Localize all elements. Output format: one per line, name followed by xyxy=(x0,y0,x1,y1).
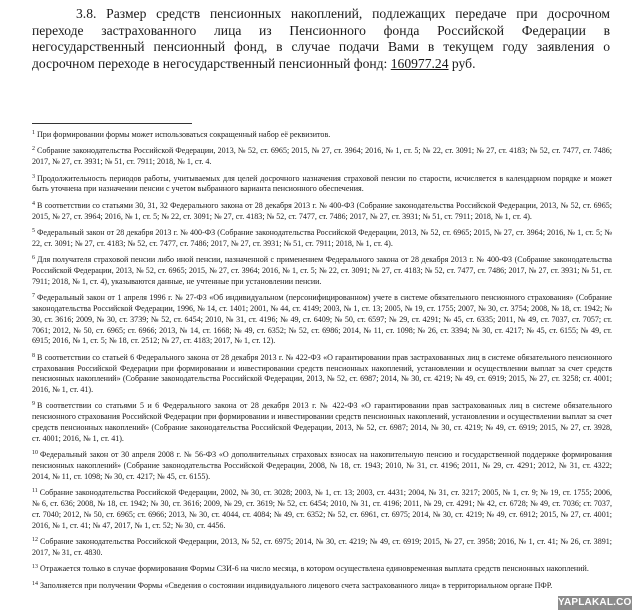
main-paragraph-text: 3.8. Размер средств пенсионных накоплений, подлежащих передаче при досрочном переходе застрахованного лица из Пенсионного фонда Российской Федерации в негосударственный пенсионный фонд, в случае подачи Вами в текущем году заявления о досрочном переходе в негосударственный пенсионный фонд: xyxy=(32,6,610,71)
footnote-text: При формировании формы может использоваться сокращенный набор её реквизитов. xyxy=(37,130,331,139)
footnote-number: 1 xyxy=(32,130,35,136)
footnote-10 xyxy=(32,448,612,482)
footnote-11 xyxy=(32,486,612,531)
footnote-number: 14 xyxy=(32,580,38,587)
footnote-text: Собрание законодательства Российской Федерации, 2013, № 52, ст. 6975; 2014, № 30, ст. 4219; № 49, ст. 6919; 2015, № 27, ст. 3958; 2016, № 1, ст. 41; № 26, ст. 3891; 2017, № 31, ст. 4830. xyxy=(32,537,612,557)
footnote-text: В соответствии со статьей 6 Федерального закона от 28 декабря 2013 г. № 422-ФЗ «О гарантировании прав застрахованных лиц в системе обязательного пенсионного страхования Российской Федерации при формировании и инвестировании средств пенсионных накоплений, установлении и осуществлении выплат за счет средств пенсионных накоплений» (Собрание законодательства Российской Федерации, 2013, № 52, ст. 6987; 2014, № 30, ст. 4219; № 49, ст. 6919; 2015, № 27, ст. 3258; ст. 4001; 2016, № 1, ст. 41). xyxy=(32,352,612,395)
footnote-text: Федеральный закон от 1 апреля 1996 г. № 27-ФЗ «Об индивидуальном (персонифицированном) учете в системе обязательного пенсионного страхования» (Собрание законодательства Российской Федерации, 1996, № 14, ст. 1401; 2001, № 44, ст. 4149; 2003, № 1, ст. 13; 2005, № 19, ст. 1755; 2007, № 30, ст. 3754; 2008, № 18, ст. 1942; № 30, ст. 3616; 2009, № 30, ст. 3739; № 52, ст. 6454; 2010, № 31, ст. 4196; № 49, ст. 6409; № 50, ст. 6597; № 29, ст. 4291; № 45, ст. 6335; 2011, № 49, ст. 7037, ст. 7057; ст. 7061; 2012, № 50, ст. 6965; ст. 6966; 2013, № 14, ст. 1668; № 49, ст. 6352; № 52, ст. 6986; 2014, № 11, ст. 1098; № 26, ст. 3394; № 30, ст. 4217; № 45, ст. 6155; № 49, ст. 6915; 2016, № 1, ст. 5; № 18, ст. 2512; № 27, ст. 4183; 2017, № 1, ст. 12). xyxy=(32,293,612,346)
footnote-number: 10 xyxy=(32,450,38,457)
footnote-4 xyxy=(32,199,612,223)
footnote-8 xyxy=(32,351,612,396)
footnote-text: Отражается только в случае формирования Формы СЗИ-6 на число месяца, в котором осуществлена единовременная выплата средств пенсионных накоплений. xyxy=(40,564,589,574)
footnote-number: 9 xyxy=(32,401,35,408)
footnote-6 xyxy=(32,253,612,287)
footnote-number: 8 xyxy=(32,352,35,359)
footnote-number: 11 xyxy=(32,488,38,495)
pension-savings-amount: 160977.24 xyxy=(390,55,449,71)
footnote-number: 7 xyxy=(32,293,35,300)
main-paragraph xyxy=(32,6,610,72)
footnote-12 xyxy=(32,535,612,559)
footnote-13 xyxy=(32,562,612,575)
footnote-text: В соответствии со статьями 5 и 6 Федерального закона от 28 декабря 2013 г. № 422-ФЗ «О гарантировании прав застрахованных лиц в системе обязательного пенсионного страхования Российской Федерации при формировании и инвестировании средств пенсионных накоплений, установлении и осуществлении выплат за счет средств пенсионных накоплений» (Собрание законодательства Российской Федерации, 2013, № 52, ст. 6987; 2014, № 30, ст. 4219; № 49, ст. 6919; 2015, № 27, ст. 3928, ст. 4001; 2016, № 1, ст. 41). xyxy=(32,401,612,443)
site-watermark: YAPLAKAL.COM xyxy=(558,597,640,608)
footnote-9 xyxy=(32,399,612,444)
footnote-number: 2 xyxy=(32,146,35,153)
footnote-number: 12 xyxy=(32,537,38,544)
footnote-7 xyxy=(32,291,612,347)
currency-label: руб. xyxy=(448,55,476,71)
footnote-number: 13 xyxy=(32,564,38,571)
footnote-14 xyxy=(32,579,612,592)
footnote-number: 5 xyxy=(32,227,35,234)
footnote-2 xyxy=(32,144,612,168)
footnotes-section xyxy=(32,128,612,595)
footnote-text: Продолжительность периодов работы, учитываемых для целей досрочного назначения страховой пенсии по старости, исчисляется в календарном порядке и может быть уточнена при назначении пенсии с учетом выбранного варианта пенсионного обеспечения. xyxy=(32,173,612,194)
footnote-text: Федеральный закон от 28 декабря 2013 г. № 400-ФЗ (Собрание законодательства Российской Федерации, 2013, № 52, ст. 6965; 2015, № 27, ст. 3964; 2016, № 1, ст. 5; № 22, ст. 3091; № 27, ст. 4183; № 52, ст. 7477, ст. 7486; 2017, № 27, ст. 3931; № 51, ст. 7911; 2018, № 1, ст. 4). xyxy=(32,227,612,248)
footnote-text: Для получателя страховой пенсии либо иной пенсии, назначенной с применением Федерального закона от 28 декабря 2013 г. № 400-ФЗ (Собрание законодательства Российской Федерации, 2013, № 52, ст. 6965; 2015, № 27, ст. 3964; 2016, № 1, ст. 5; № 22, ст. 3091; № 27, ст. 4183; № 52, ст. 7477, ст. 7486; 2017, № 27, ст. 3931; № 51, ст. 7911; 2018, № 1, ст. 4), указываются данные, не учтенные при установлении пенсии. xyxy=(32,255,612,286)
footnote-text: Федеральный закон от 30 апреля 2008 г. № 56-ФЗ «О дополнительных страховых взносах на накопительную пенсию и государственной поддержке формирования пенсионных накоплений» (Собрание законодательства Российской Федерации, 2008, № 18, ст. 1943; 2010, № 31, ст. 4196; 2011, № 29, ст. 4291; 2012, № 31, ст. 4322; 2014, № 11, ст. 1098; № 30, ст. 4217; № 45, ст. 6155). xyxy=(32,450,612,481)
footnote-text: Заполняется при получении Формы «Сведения о состоянии индивидуального лицевого счета застрахованного лица» в территориальном органе ПФР. xyxy=(40,580,553,590)
footnote-number: 3 xyxy=(32,173,35,180)
footnote-number: 4 xyxy=(32,200,35,207)
footnote-text: Собрание законодательства Российской Федерации, 2013, № 52, ст. 6965; 2015, № 27, ст. 3964; 2016, № 1, ст. 5; № 22, ст. 3091; № 27, ст. 4183; № 52, ст. 7477, ст. 7486; 2017, № 27, ст. 3931; № 51, ст. 7911; 2018, № 1, ст. 4. xyxy=(32,146,612,167)
footnote-text: Собрание законодательства Российской Федерации, 2002, № 30, ст. 3028; 2003, № 1, ст. 13; 2003, ст. 4431; 2004, № 31, ст. 3217; 2005, № 1, ст. 9; № 19, ст. 1755; 2006, № 6, ст. 636; 2008, № 18, ст. 1942; № 30, ст. 3616; 2009, № 29, ст. 3619; № 52, ст. 6454; 2010, № 31, ст. 4196; 2011, № 29, ст. 4291; № 42, ст. 6728; № 49, ст. 7036; ст. 7037, ст. 7040; 2012, № 50, ст. 6965; ст. 6966; 2013, № 30, ст. 4044, ст. 4084; № 49, ст. 6352; № 52, ст. 6961, ст. 6975; 2014, № 30, ст. 4219; № 49, ст. 6912; 2015, № 27, ст. 4001; 2016, № 1, ст. 41; № 47, 2017, № 1, ст. 52; № 30, ст. 4456. xyxy=(32,488,612,530)
footnote-text: В соответствии со статьями 30, 31, 32 Федерального закона от 28 декабря 2013 г. № 400-ФЗ (Собрание законодательства Российской Федерации, 2013, № 52, ст. 6965; 2015, № 27, ст. 3964; 2016, № 1, ст. 5; № 22, ст. 3091; № 27, ст. 4183; № 52, ст. 7477, ст. 7486; 2017, № 27, ст. 3931; № 51, ст. 7911; 2018, № 1, ст. 4). xyxy=(32,200,612,221)
footnote-3 xyxy=(32,172,612,196)
footnote-separator xyxy=(32,123,192,124)
footnote-1 xyxy=(32,128,612,141)
footnote-number: 6 xyxy=(32,255,35,262)
footnote-5 xyxy=(32,226,612,250)
